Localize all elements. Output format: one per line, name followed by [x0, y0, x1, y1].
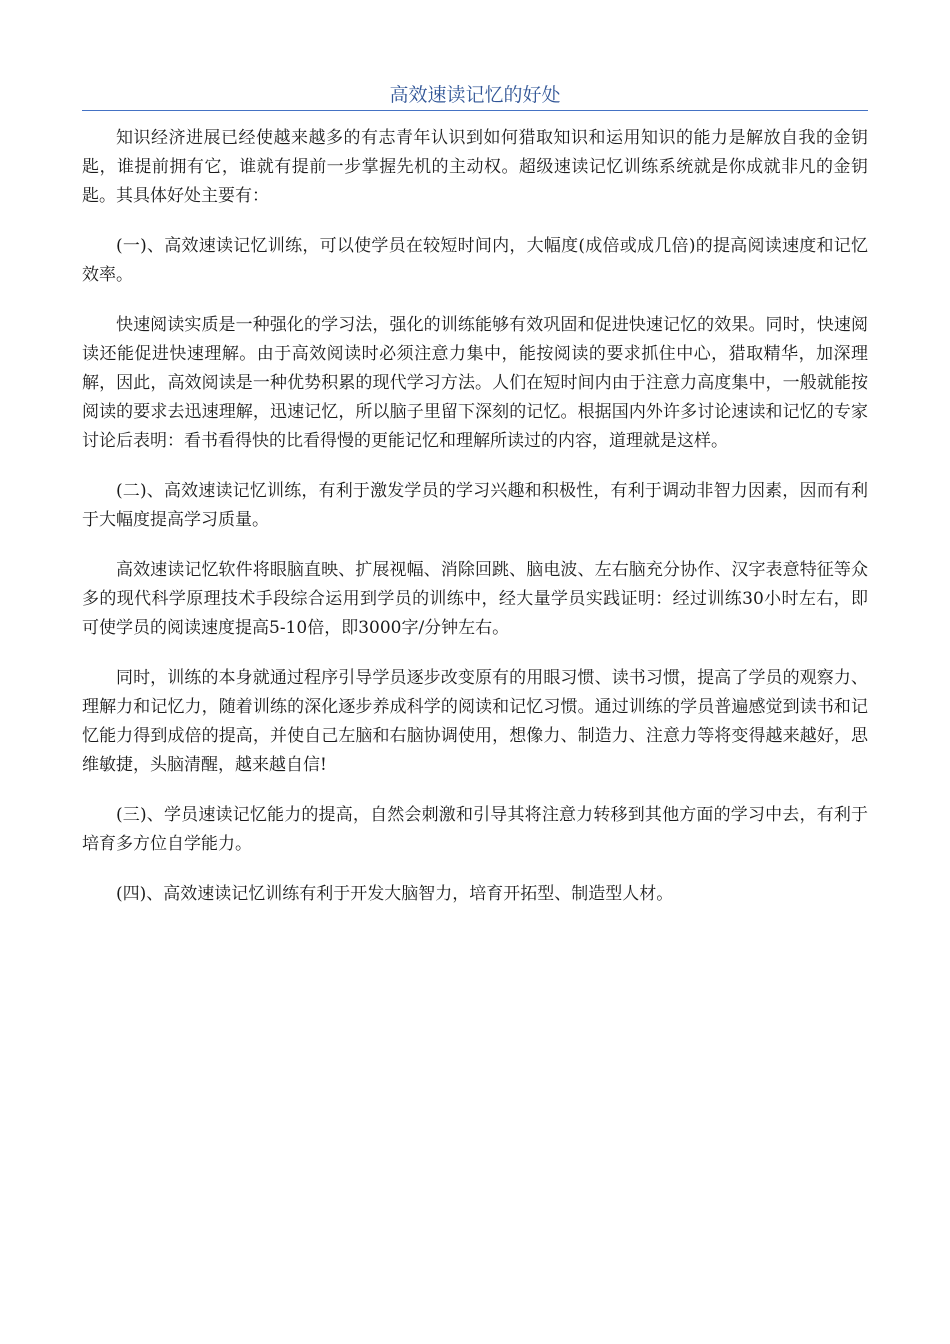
paragraph-point-3: (三)、学员速读记忆能力的提高，自然会刺激和引导其将注意力转移到其他方面的学习中去，有利于培育多方位自学能力。	[82, 805, 868, 854]
paragraph-point-2-detail: 高效速读记忆软件将眼脑直映、扩展视幅、消除回跳、脑电波、左右脑充分协作、汉字表意特征等众多的现代科学原理技术手段综合运用到学员的训练中，经大量学员实践证明：经过训练30小时左右，即可使学员的阅读速度提高5-10倍，即3000字/分钟左右。	[82, 560, 868, 638]
paragraph-point-2-detail-2: 同时，训练的本身就通过程序引导学员逐步改变原有的用眼习惯、读书习惯，提高了学员的观察力、理解力和记忆力，随着训练的深化逐步养成科学的阅读和记忆习惯。通过训练的学员普遍感觉到读书和记忆能力得到成倍的提高，并使自己左脑和右脑协调使用，想像力、制造力、注意力等将变得越来越好，思维敏捷，头脑清醒，越来越自信!	[82, 668, 868, 775]
document-body	[82, 124, 868, 930]
document-title: 高效速读记忆的好处	[389, 84, 561, 106]
paragraph-point-2: (二)、高效速读记忆训练，有利于激发学员的学习兴趣和积极性，有利于调动非智力因素，因而有利于大幅度提高学习质量。	[82, 481, 868, 530]
paragraph-point-1: (一)、高效速读记忆训练，可以使学员在较短时间内，大幅度(成倍或成几倍)的提高阅读速度和记忆效率。	[82, 236, 868, 285]
paragraph-point-4: (四)、高效速读记忆训练有利于开发大脑智力，培育开拓型、制造型人材。	[116, 884, 674, 904]
paragraph-intro: 知识经济进展已经使越来越多的有志青年认识到如何猎取知识和运用知识的能力是解放自我的金钥匙，谁提前拥有它，谁就有提前一步掌握先机的主动权。超级速读记忆训练系统就是你成就非凡的金钥匙。其具体好处主要有：	[82, 128, 868, 206]
paragraph-point-1-detail: 快速阅读实质是一种强化的学习法，强化的训练能够有效巩固和促进快速记忆的效果。同时，快速阅读还能促进快速理解。由于高效阅读时必须注意力集中，能按阅读的要求抓住中心，猎取精华，加深理解，因此，高效阅读是一种优势积累的现代学习方法。人们在短时间内由于注意力高度集中，一般就能按阅读的要求去迅速理解，迅速记忆，所以脑子里留下深刻的记忆。根据国内外许多讨论速读和记忆的专家讨论后表明：看书看得快的比看得慢的更能记忆和理解所读过的内容，道理就是这样。	[82, 315, 868, 451]
document-header	[82, 80, 868, 111]
